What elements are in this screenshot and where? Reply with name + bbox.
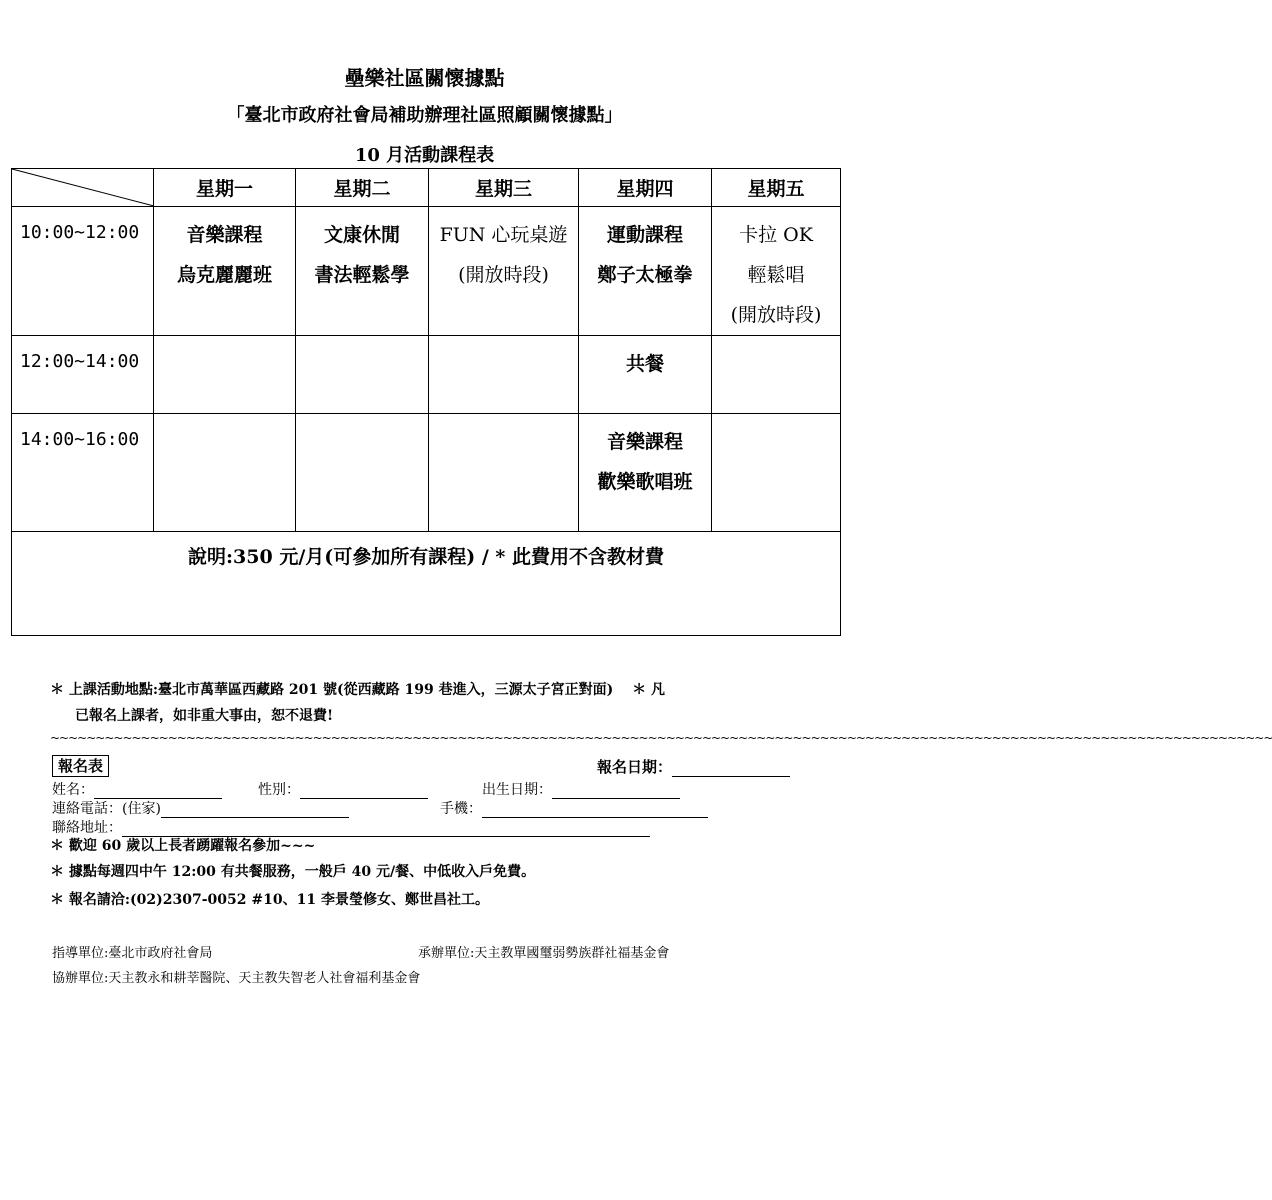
- course-line: FUN 心玩桌遊: [439, 224, 568, 246]
- table-row: [12, 207, 841, 336]
- bullet-welcome: ＊ 歡迎 60 歲以上長者踴躍報名參加~~~: [50, 838, 316, 854]
- course-line: 共餐: [625, 353, 664, 375]
- day-header-tue: 星期二: [296, 169, 429, 207]
- schedule-title: 10 月活動課程表: [354, 145, 495, 166]
- course-line: 歡樂歌唱班: [597, 471, 693, 493]
- mobile-row: [440, 798, 708, 818]
- course-line: (開放時段): [730, 304, 822, 326]
- course-cell: [154, 207, 296, 336]
- time-slot: 12:00~14:00: [12, 336, 154, 414]
- phone-row: [52, 798, 349, 818]
- guide-unit: 指導單位:臺北市政府社會局: [52, 946, 213, 961]
- course-line: 卡拉 OK: [739, 224, 813, 246]
- corner-cell: [12, 169, 154, 207]
- empty-cell: [712, 414, 841, 532]
- registration-date-field[interactable]: [672, 762, 790, 777]
- wavy-divider: ~~~~~~~~~~~~~~~~~~~~~~~~~~~~~~~~~~~~~~~~~~~~~~~~~~~~~~~~~~~~~~~~~~~~~~~~~~~~~~~~~~~~~~~~~~~~~~~~~~~~~~~~~~~~~~~~~~~~~~~~~~~~~~~~~~~~~~~: [50, 731, 1272, 745]
- co-organizer-unit: 協辦單位:天主教永和耕莘醫院、天主教失智老人社會福利基金會: [52, 971, 421, 986]
- gender-row: [258, 779, 428, 799]
- course-line: (開放時段): [458, 264, 549, 286]
- course-line: 烏克麗麗班: [176, 264, 272, 286]
- gender-field[interactable]: [300, 784, 428, 799]
- registration-form-label: 報名表: [52, 755, 109, 777]
- name-label: 姓名：: [52, 782, 94, 798]
- birth-field[interactable]: [552, 784, 680, 799]
- registration-date-label: 報名日期：: [597, 758, 673, 776]
- time-slot: 10:00~12:00: [12, 207, 154, 336]
- table-note-row: [12, 532, 841, 636]
- course-line: 輕鬆唱: [747, 264, 805, 286]
- course-line: 書法輕鬆學: [314, 264, 410, 286]
- birth-row: [482, 779, 680, 799]
- program-title: 「臺北市政府社會局補助辦理社區照顧關懷據點」: [226, 105, 623, 126]
- organizer-unit: 承辦單位:天主教單國璽弱勢族群社福基金會: [418, 946, 670, 961]
- address-row: [52, 817, 650, 837]
- course-line: 鄭子太極拳: [597, 264, 693, 286]
- table-header-row: [12, 169, 841, 207]
- phone-field[interactable]: [161, 803, 349, 818]
- gender-label: 性別：: [258, 782, 300, 798]
- bullet-contact: ＊ 報名請洽:(02)2307-0052 #10、11 李景瑩修女、鄭世昌社工。: [50, 892, 489, 908]
- day-header-thu: 星期四: [579, 169, 712, 207]
- empty-cell: [712, 336, 841, 414]
- day-header-mon: 星期一: [154, 169, 296, 207]
- course-cell: [579, 207, 712, 336]
- bullet-meal: ＊ 據點每週四中午 12:00 有共餐服務，一般戶 40 元/餐、中低收入戶免費。: [50, 864, 536, 880]
- fee-note: 說明:350 元/月(可參加所有課程) / * 此費用不含教材費: [12, 532, 841, 636]
- registration-date: [597, 756, 790, 777]
- empty-cell: [154, 336, 296, 414]
- empty-cell: [296, 414, 429, 532]
- mobile-field[interactable]: [482, 803, 708, 818]
- birth-label: 出生日期：: [482, 782, 552, 798]
- org-title: 壘樂社區關懷據點: [344, 66, 505, 90]
- schedule-table: [11, 168, 841, 636]
- empty-cell: [154, 414, 296, 532]
- course-cell: [712, 207, 841, 336]
- name-field[interactable]: [94, 784, 222, 799]
- time-slot: 14:00~16:00: [12, 414, 154, 532]
- course-line: 文康休閒: [323, 224, 400, 246]
- day-header-wed: 星期三: [429, 169, 579, 207]
- table-row: [12, 336, 841, 414]
- diagonal-line: [12, 169, 154, 206]
- course-cell: [579, 336, 712, 414]
- empty-cell: [429, 336, 579, 414]
- course-line: 音樂課程: [606, 431, 683, 453]
- mobile-label: 手機：: [440, 801, 482, 817]
- course-cell: [579, 414, 712, 532]
- table-row: [12, 414, 841, 532]
- course-line: 音樂課程: [186, 224, 263, 246]
- empty-cell: [429, 414, 579, 532]
- course-cell: [296, 207, 429, 336]
- day-header-fri: 星期五: [712, 169, 841, 207]
- empty-cell: [296, 336, 429, 414]
- address-label: 聯絡地址：: [52, 820, 122, 836]
- course-cell: [429, 207, 579, 336]
- location-note-line2: 已報名上課者，如非重大事由，恕不退費!: [75, 708, 334, 724]
- location-note-line1: ＊ 上課活動地點:臺北市萬華區西藏路 201 號(從西藏路 199 巷進入，三源太子宮正對面) ＊ 凡: [50, 682, 665, 698]
- course-line: 運動課程: [606, 224, 683, 246]
- name-row: [52, 779, 222, 799]
- phone-label: 連絡電話：(住家): [52, 801, 161, 817]
